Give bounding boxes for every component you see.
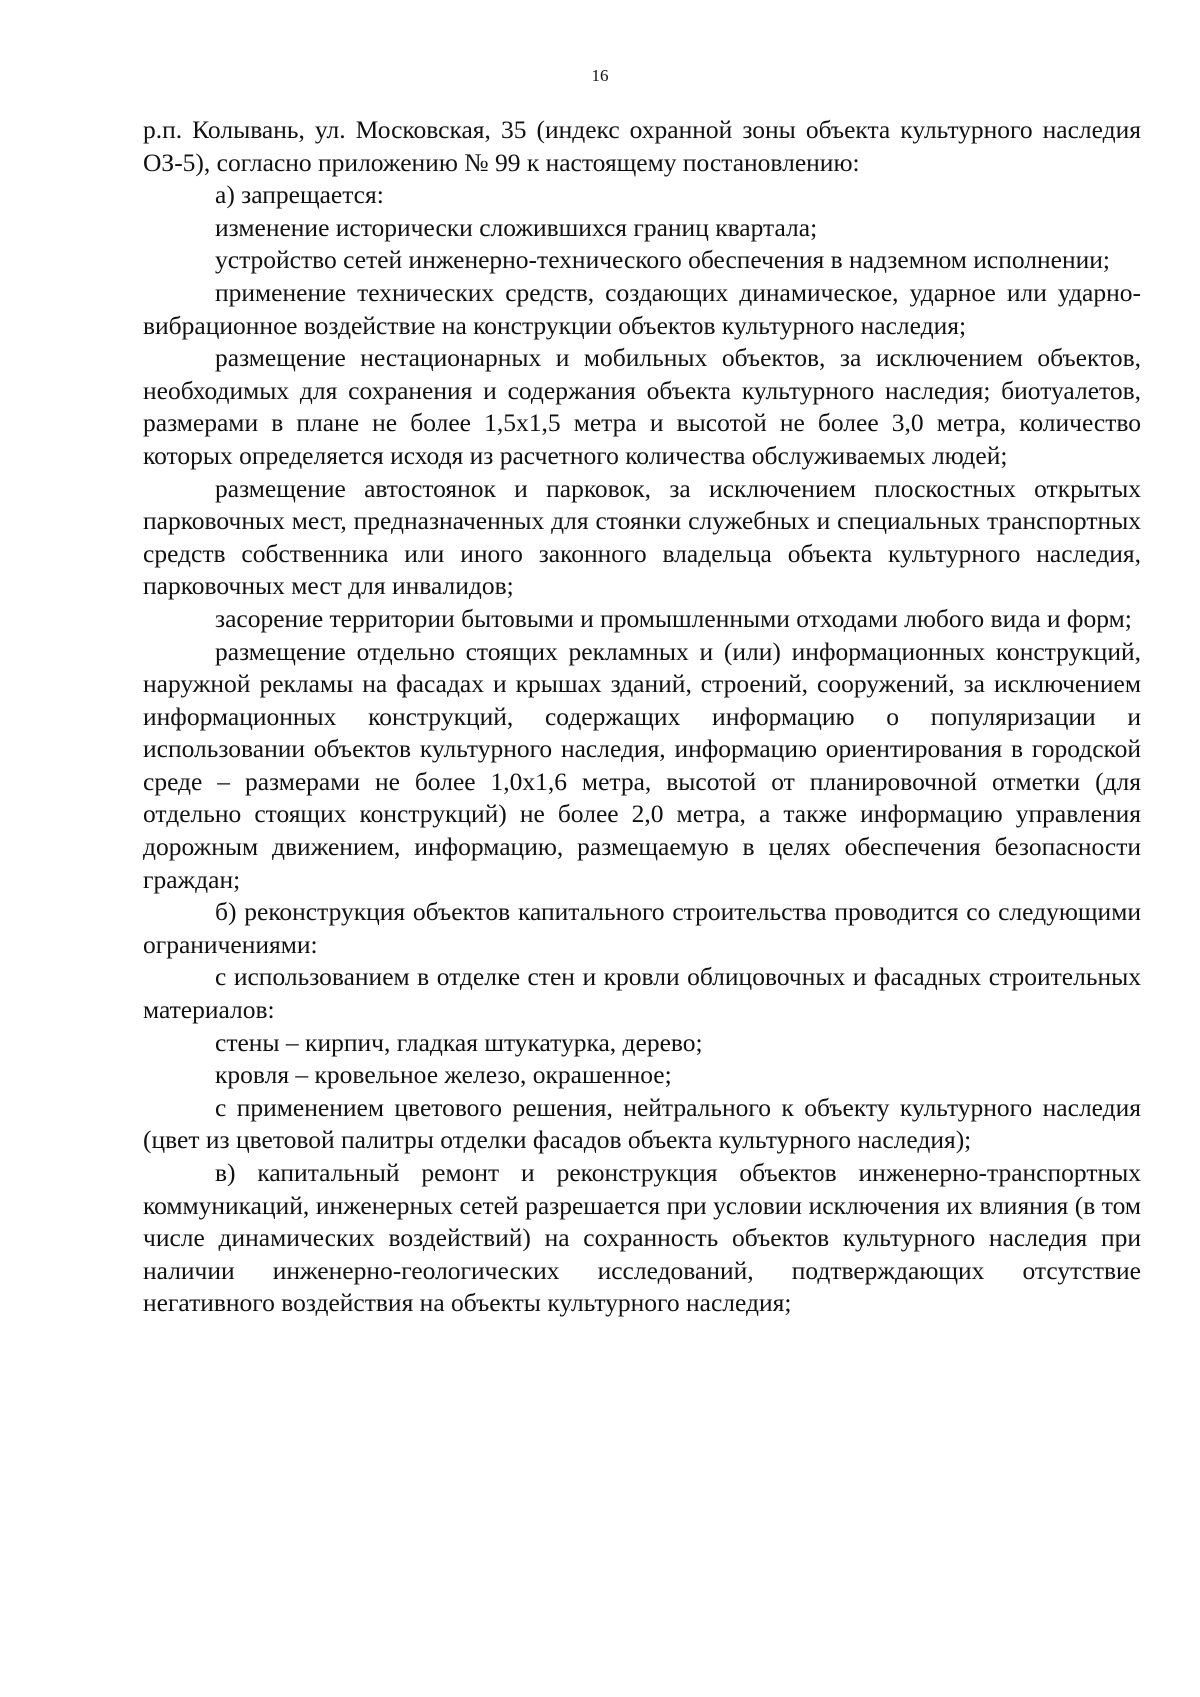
- paragraph: б) реконструкция объектов капитального строительства проводится со следующими ограничениями:: [143, 897, 1141, 959]
- paragraph: а) запрещается:: [215, 180, 384, 210]
- paragraph: р.п. Колывань, ул. Московская, 35 (индекс охранной зоны объекта культурного наследия ОЗ-5), согласно приложению № 99 к настоящему постановлению:: [143, 115, 1141, 177]
- document-body: [143, 114, 1141, 1320]
- paragraph: с применением цветового решения, нейтрального к объекту культурного наследия (цвет из цветовой палитры отделки фасадов объекта культурного наследия);: [143, 1092, 1141, 1155]
- paragraph: в) капитальный ремонт и реконструкция объектов инженерно-транспортных коммуникаций, инженерных сетей разрешается при условии исключения их влияния (в том числе динамических воздействий) на сохранность объектов культурного наследия при наличии инженерно-геологических исследований, подтверждающих отсутствие негативного воздействия на объекты культурного наследия;: [143, 1158, 1141, 1318]
- paragraph: стены – кирпич, гладкая штукатурка, дерево;: [215, 1027, 703, 1057]
- paragraph: применение технических средств, создающих динамическое, ударное или ударно-вибрационное воздействие на конструкции объектов культурного наследия;: [143, 277, 1141, 340]
- paragraph: с использованием в отделке стен и кровли облицовочных и фасадных строительных материалов:: [143, 962, 1141, 1025]
- paragraph: кровля – кровельное железо, окрашенное;: [215, 1060, 672, 1090]
- paragraph: устройство сетей инженерно-технического обеспечения в надземном исполнении;: [215, 245, 1110, 275]
- page-number: 16: [591, 66, 609, 85]
- paragraph: размещение автостоянок и парковок, за исключением плоскостных открытых парковочных мест, предназначенных для стоянки служебных и специальных транспортных средств собственника или иного законного владельца объекта культурного наследия, парковочных мест для инвалидов;: [143, 473, 1141, 601]
- paragraph: размещение нестационарных и мобильных объектов, за исключением объектов, необходимых для сохранения и содержания объекта культурного наследия; биотуалетов, размерами в плане не более 1,5х1,5 метра и высотой не более 3,0 метра, количество которых определяется исходя из расчетного количества обслуживаемых людей;: [143, 343, 1141, 470]
- paragraph: размещение отдельно стоящих рекламных и (или) информационных конструкций, наружной рекламы на фасадах и крышах зданий, строений, сооружений, за исключением информационных конструкций, содержащих информацию о популяризации и использовании объектов культурного наследия, информацию ориентирования в городской среде – размерами не более 1,0х1,6 метра, высотой от планировочной отметки (для отдельно стоящих конструкций) не более 2,0 метра, а также информацию управления дорожным движением, информацию, размещаемую в целях обеспечения безопасности граждан;: [143, 636, 1141, 894]
- paragraph: изменение исторически сложившихся границ квартала;: [215, 212, 818, 242]
- paragraph: засорение территории бытовыми и промышленными отходами любого вида и форм;: [215, 603, 1132, 633]
